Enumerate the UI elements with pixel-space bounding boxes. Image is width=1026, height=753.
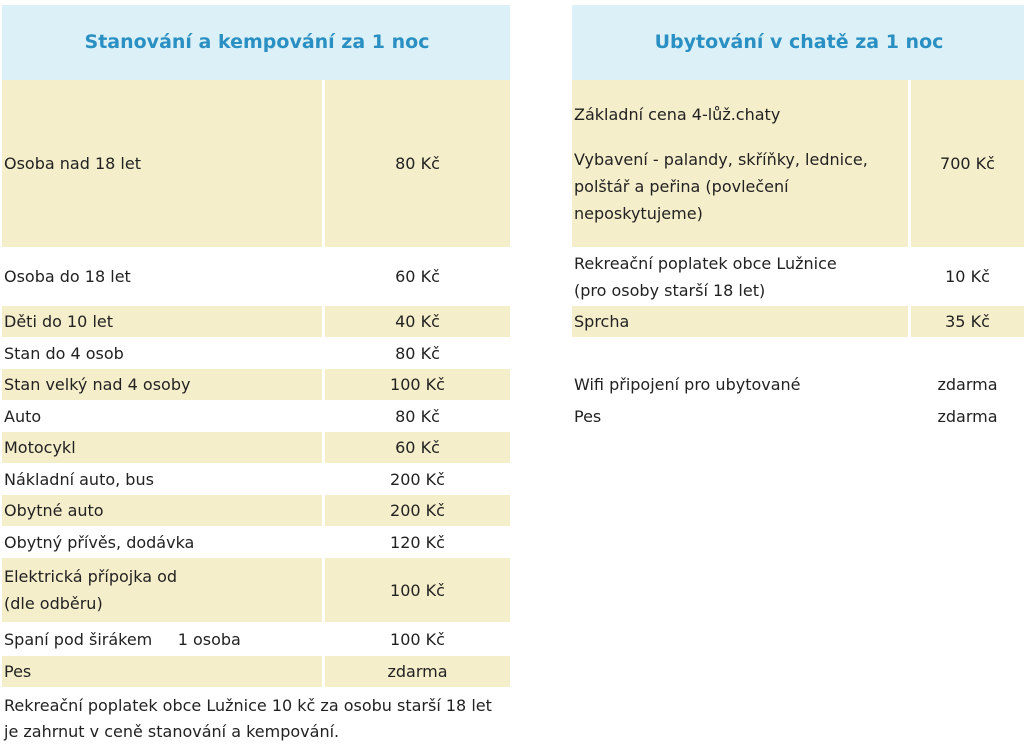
note-line-1: Rekreační poplatek obce Lužnice 10 kč za osobu starší 18 let <box>4 696 492 715</box>
cabin-equipment-line2: polštář a peřina (povlečení <box>574 176 789 196</box>
spacer-row <box>572 337 1024 369</box>
camping-table-title: Stanování a kempování za 1 noc <box>2 5 510 80</box>
row-price: zdarma <box>937 375 998 394</box>
row-label: Obytné auto <box>2 495 325 526</box>
row-price: 100 Kč <box>325 558 510 622</box>
row-price: 35 Kč <box>911 306 1024 337</box>
row-price: 60 Kč <box>325 432 510 463</box>
row-label-line1: Rekreační poplatek obce Lužnice <box>574 253 837 273</box>
note-line-2: je zahrnut v ceně stanování a kempování. <box>4 722 340 741</box>
table-row <box>2 495 510 526</box>
row-label: Pes <box>574 406 602 426</box>
row-price: 40 Kč <box>325 306 510 337</box>
row-label: Děti do 10 let <box>2 306 325 337</box>
table-row <box>572 400 1024 432</box>
row-label <box>2 558 325 622</box>
table-row <box>572 247 1024 306</box>
cabin-base-price-label: Základní cena 4-lůž.chaty <box>574 104 781 124</box>
row-label-line1: Elektrická přípojka od <box>4 567 178 586</box>
table-row <box>2 432 510 463</box>
row-label: Wifi připojení pro ubytované <box>574 375 801 394</box>
row-price: zdarma <box>325 656 510 687</box>
table-row <box>572 80 1024 247</box>
table-row <box>2 306 510 337</box>
table-row <box>2 622 510 656</box>
row-price: zdarma <box>937 406 998 426</box>
row-label: Pes <box>2 656 325 687</box>
row-label <box>572 80 911 247</box>
table-row <box>572 369 1024 400</box>
row-price: 80 Kč <box>395 343 440 363</box>
table-row <box>2 400 510 432</box>
row-price: 10 Kč <box>945 267 990 286</box>
row-label <box>572 247 911 306</box>
table-row <box>2 369 510 400</box>
row-price: 200 Kč <box>325 495 510 526</box>
row-label: Motocykl <box>2 432 325 463</box>
table-row <box>2 656 510 687</box>
row-price: 200 Kč <box>390 469 445 489</box>
row-price: 100 Kč <box>390 629 445 649</box>
table-row <box>2 463 510 495</box>
cabin-table-title: Ubytování v chatě za 1 noc <box>572 5 1024 80</box>
row-label: Osoba nad 18 let <box>2 80 325 247</box>
cabin-equipment-line3: neposkytujeme) <box>574 203 703 223</box>
table-row <box>2 80 510 247</box>
table-row <box>2 526 510 558</box>
row-price: 700 Kč <box>911 80 1024 247</box>
row-price: 100 Kč <box>325 369 510 400</box>
row-price: 80 Kč <box>395 406 440 426</box>
row-label: Obytný přívěs, dodávka <box>4 532 195 552</box>
recreation-fee-note <box>4 693 504 745</box>
row-price: 60 Kč <box>395 267 440 286</box>
row-label: Osoba do 18 let <box>4 267 131 286</box>
row-label: Stan velký nad 4 osoby <box>2 369 325 400</box>
row-label-line2: (pro osoby starší 18 let) <box>574 280 766 300</box>
row-label: Sprcha <box>572 306 911 337</box>
table-row <box>2 247 510 306</box>
row-label: Nákladní auto, bus <box>4 469 154 489</box>
row-label: Stan do 4 osob <box>4 343 124 363</box>
row-price: 120 Kč <box>390 532 445 552</box>
table-row <box>2 337 510 369</box>
row-label: Auto <box>4 406 42 426</box>
row-label-line2: (dle odběru) <box>4 594 103 613</box>
row-price: 80 Kč <box>325 80 510 247</box>
table-row <box>2 558 510 622</box>
cabin-price-table <box>572 5 1024 432</box>
camping-price-table <box>2 5 510 687</box>
cabin-equipment-line1: Vybavení - palandy, skříňky, lednice, <box>574 149 868 169</box>
table-row <box>572 306 1024 337</box>
row-label: Spaní pod širákem 1 osoba <box>4 629 241 649</box>
